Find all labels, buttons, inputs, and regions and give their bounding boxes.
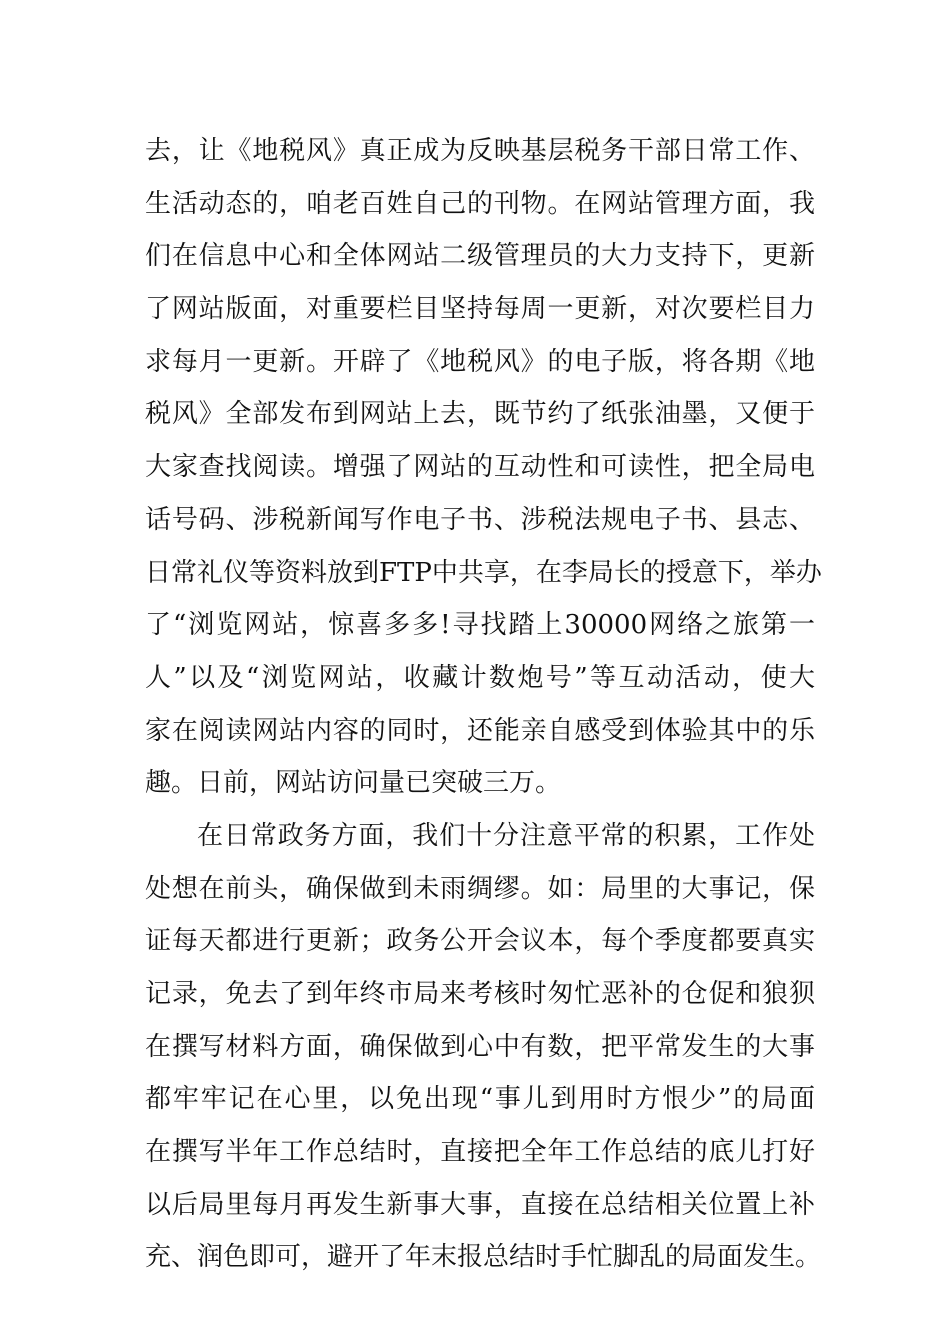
text-line: 家在阅读网站内容的同时，还能亲自感受到体验其中的乐: [145, 715, 815, 746]
text-line: 在撰写材料方面，确保做到心中有数，把平常发生的大事: [145, 1031, 815, 1062]
text-line: 去，让《地税风》真正成为反映基层税务干部日常工作、: [145, 136, 815, 166]
text-line: 证每天都进行更新；政务公开会议本，每个季度都要真实: [145, 926, 815, 957]
text-line: 了网站版面，对重要栏目坚持每周一更新，对次要栏目力: [145, 294, 815, 325]
text-line: 税风》全部发布到网站上去，既节约了纸张油墨，又便于: [145, 399, 815, 430]
text-line: 话号码、涉税新闻写作电子书、涉税法规电子书、县志、: [145, 504, 815, 535]
paragraph-first-line: 在日常政务方面，我们十分注意平常的积累，工作处: [197, 820, 815, 851]
text-line: 以后局里每月再发生新事大事，直接在总结相关位置上补: [145, 1189, 815, 1220]
text-line: 们在信息中心和全体网站二级管理员的大力支持下，更新: [145, 241, 815, 272]
paragraph-last-line: 趣。日前，网站访问量已突破三万。: [145, 768, 562, 799]
body-text: [145, 125, 822, 1284]
text-line: 在撰写半年工作总结时，直接把全年工作总结的底儿打好: [145, 1137, 815, 1168]
text-line: 人”以及“浏览网站，收藏计数炮号”等互动活动，使大: [145, 662, 815, 693]
text-line: 大家查找阅读。增强了网站的互动性和可读性，把全局电: [145, 452, 815, 483]
text-line: 日常礼仪等资料放到FTP中共享，在李局长的授意下，举办: [145, 557, 822, 588]
text-line: 记录，免去了到年终市局来考核时匆忙恶补的仓促和狼狈: [145, 979, 815, 1009]
text-line: 都牢牢记在心里，以免出现“事儿到用时方恨少”的局面: [145, 1084, 815, 1115]
text-line: 处想在前头，确保做到未雨绸缪。如：局里的大事记，保: [145, 873, 815, 904]
text-line: 求每月一更新。开辟了《地税风》的电子版，将各期《地: [145, 346, 815, 377]
text-line: 生活动态的，咱老百姓自己的刊物。在网站管理方面，我: [145, 188, 815, 219]
text-line: 充、润色即可，避开了年末报总结时手忙脚乱的局面发生。: [145, 1242, 822, 1273]
text-line: 了“浏览网站，惊喜多多!寻找踏上30000网络之旅第一: [145, 610, 815, 641]
